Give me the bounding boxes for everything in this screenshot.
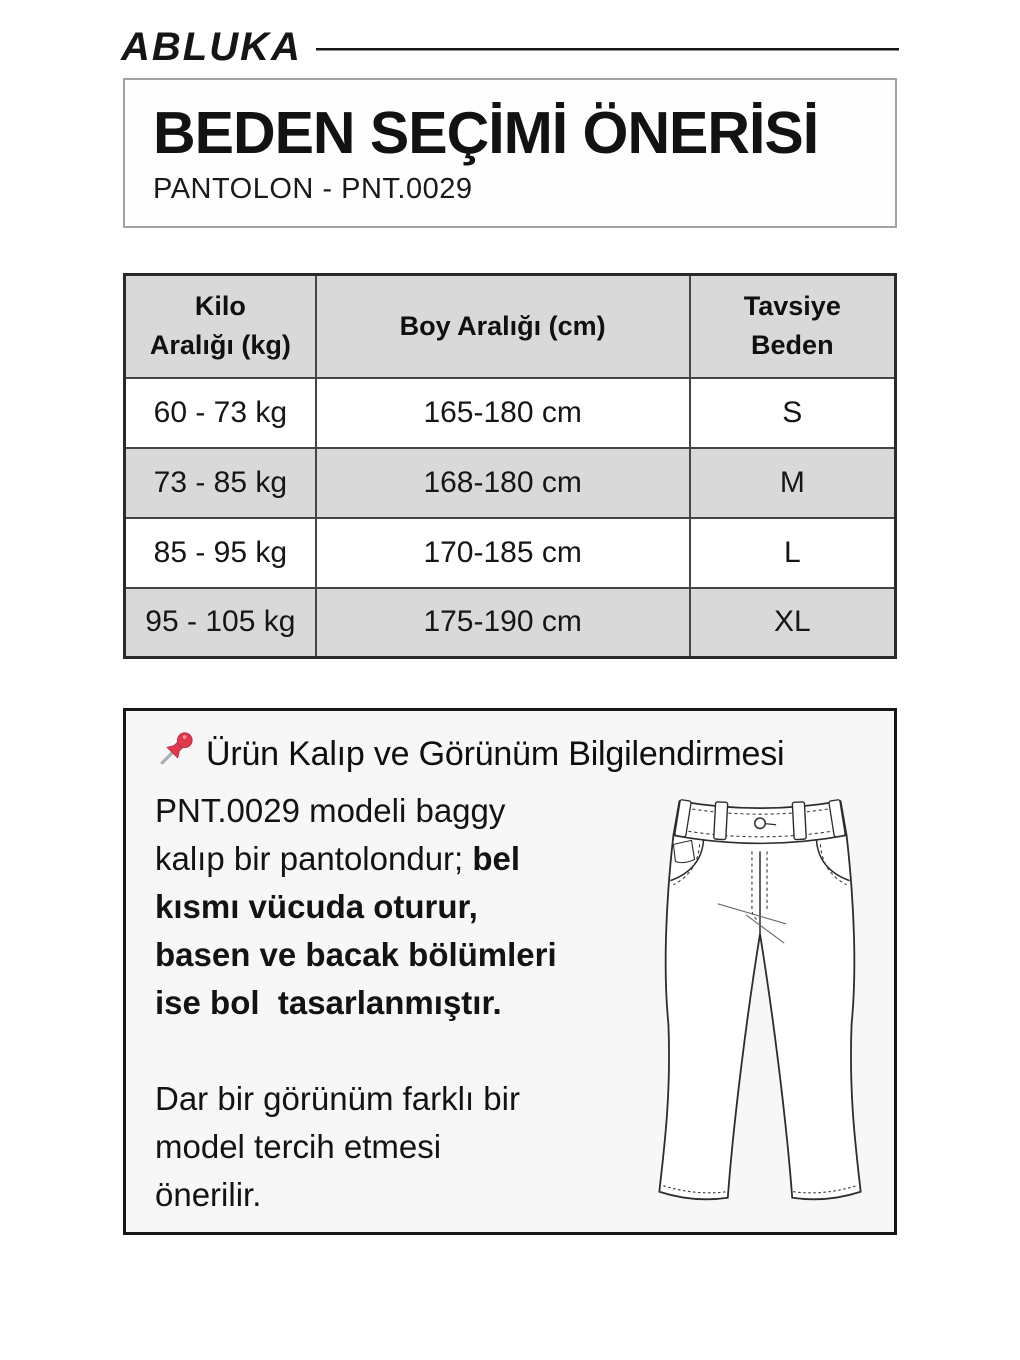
weight-range-cell: 95 - 105 kg [125, 588, 316, 658]
brand-logo: ABLUKA [121, 25, 302, 69]
table-row [125, 588, 896, 658]
table-row [125, 448, 896, 518]
size-table [123, 273, 897, 659]
column-header-weight [125, 275, 316, 378]
info-body-text [155, 787, 655, 1219]
brand-header [121, 27, 899, 67]
brand-divider-line [316, 48, 899, 51]
column-header-weight-line2: Aralığı (kg) [149, 330, 291, 361]
pushpin-icon [150, 731, 196, 777]
column-header-height [316, 275, 690, 378]
fit-text-bold: kısmı vücuda oturur, [155, 888, 478, 925]
weight-range-cell: 73 - 85 kg [125, 448, 316, 518]
height-range-cell: 165-180 cm [316, 378, 690, 448]
recommended-size-cell: L [690, 518, 896, 588]
page-title: BEDEN SEÇİMİ ÖNERİSİ [153, 100, 819, 166]
weight-range-cell: 85 - 95 kg [125, 518, 316, 588]
recommended-size-cell: XL [690, 588, 896, 658]
title-box [123, 78, 897, 228]
table-row [125, 378, 896, 448]
recommendation-line: model tercih etmesi [155, 1128, 442, 1165]
baggy-pants-sketch [638, 787, 882, 1235]
table-row [125, 518, 896, 588]
fit-text-bold: bel [472, 840, 521, 877]
fit-description-paragraph [155, 787, 655, 1027]
column-header-height-label: Boy Aralığı (cm) [399, 310, 606, 341]
fit-text-regular: PNT.0029 modeli baggy [155, 792, 506, 829]
info-heading-row [150, 731, 784, 777]
column-header-size-line2: Beden [751, 330, 834, 361]
column-header-size [690, 275, 896, 378]
info-heading: Ürün Kalıp ve Görünüm Bilgilendirmesi [206, 734, 785, 773]
fit-text-regular: kalıp bir pantolondur; [155, 840, 473, 877]
product-code: PANTOLON - PNT.0029 [153, 173, 473, 206]
table-header-row [125, 275, 896, 378]
column-header-weight-line1: Kilo [194, 291, 246, 322]
recommendation-paragraph [155, 1075, 655, 1219]
height-range-cell: 168-180 cm [316, 448, 690, 518]
recommendation-line: önerilir. [155, 1176, 262, 1213]
fit-text-bold: ise bol tasarlanmıştır. [155, 984, 502, 1021]
column-header-size-line1: Tavsiye [743, 291, 841, 322]
height-range-cell: 175-190 cm [316, 588, 690, 658]
height-range-cell: 170-185 cm [316, 518, 690, 588]
info-box [123, 708, 897, 1235]
recommendation-line: Dar bir görünüm farklı bir [155, 1080, 520, 1117]
weight-range-cell: 60 - 73 kg [125, 378, 316, 448]
fit-text-bold: basen ve bacak bölümleri [155, 936, 557, 973]
recommended-size-cell: S [690, 378, 896, 448]
recommended-size-cell: M [690, 448, 896, 518]
